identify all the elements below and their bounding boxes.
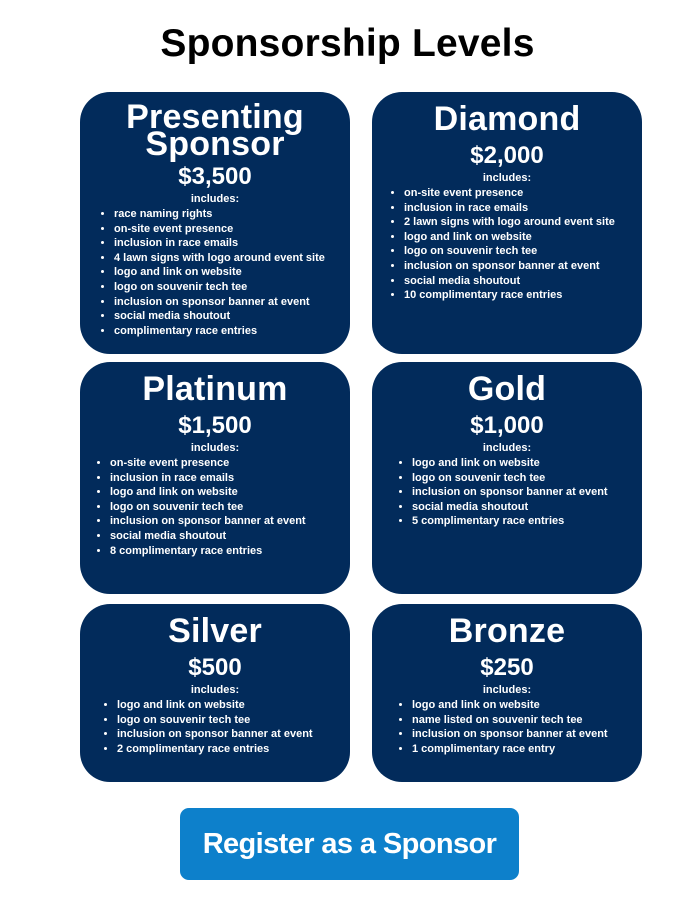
benefit-item: • logo and link on website <box>114 265 350 280</box>
benefit-item: • logo on souvenir tech tee <box>110 500 350 515</box>
includes-label: includes: <box>482 442 532 454</box>
benefit-item: • 1 complimentary race entry <box>412 742 642 757</box>
benefit-item: • inclusion on sponsor banner at event <box>412 727 642 742</box>
includes-label: includes: <box>190 442 240 454</box>
level-price: $3,500 <box>178 163 252 190</box>
level-name: Diamond <box>433 100 581 138</box>
benefit-item: • logo and link on website <box>110 485 350 500</box>
benefit-item: • logo on souvenir tech tee <box>117 713 350 728</box>
benefit-list <box>372 456 642 529</box>
includes-label: includes: <box>482 172 532 184</box>
level-price: $1,000 <box>470 412 544 439</box>
includes-label: includes: <box>190 193 240 205</box>
sponsor-card-platinum <box>80 362 350 594</box>
sponsor-card-silver <box>80 604 350 782</box>
benefit-item: • inclusion on sponsor banner at event <box>404 259 642 274</box>
benefit-item: • social media shoutout <box>404 274 642 289</box>
benefit-item: • inclusion in race emails <box>404 201 642 216</box>
benefit-list <box>80 207 350 338</box>
benefit-item: • inclusion in race emails <box>110 471 350 486</box>
benefit-item: • logo and link on website <box>404 230 642 245</box>
level-name: Gold <box>467 370 547 408</box>
level-price: $2,000 <box>470 142 544 169</box>
sponsor-card-diamond <box>372 92 642 354</box>
benefit-item: • 10 complimentary race entries <box>404 288 642 303</box>
benefit-item: • logo and link on website <box>117 698 350 713</box>
register-sponsor-button[interactable]: Register as a Sponsor <box>180 808 519 880</box>
benefit-item: • inclusion in race emails <box>114 236 350 251</box>
benefit-item: • social media shoutout <box>412 500 642 515</box>
benefit-item: • on-site event presence <box>110 456 350 471</box>
benefit-item: • 5 complimentary race entries <box>412 514 642 529</box>
benefit-item: • logo on souvenir tech tee <box>114 280 350 295</box>
benefit-item: • on-site event presence <box>404 186 642 201</box>
benefit-item: • on-site event presence <box>114 222 350 237</box>
benefit-item: • 2 complimentary race entries <box>117 742 350 757</box>
benefit-list <box>372 186 642 303</box>
benefit-item: • name listed on souvenir tech tee <box>412 713 642 728</box>
level-price: $1,500 <box>178 412 252 439</box>
benefit-item: • inclusion on sponsor banner at event <box>117 727 350 742</box>
level-price: $250 <box>480 654 534 681</box>
benefit-list <box>80 698 350 756</box>
level-name: Platinum <box>142 370 288 408</box>
benefit-item: • logo on souvenir tech tee <box>412 471 642 486</box>
benefit-item: • 8 complimentary race entries <box>110 544 350 559</box>
benefit-item: • logo and link on website <box>412 698 642 713</box>
includes-label: includes: <box>190 684 240 696</box>
page-title: Sponsorship Levels <box>160 22 535 65</box>
benefit-item: • inclusion on sponsor banner at event <box>114 295 350 310</box>
sponsor-card-presenting <box>80 92 350 354</box>
level-name: Silver <box>168 612 262 650</box>
benefit-item: • inclusion on sponsor banner at event <box>110 514 350 529</box>
benefit-item: • logo on souvenir tech tee <box>404 244 642 259</box>
benefit-item: • 2 lawn signs with logo around event site <box>404 215 642 230</box>
sponsor-card-gold <box>372 362 642 594</box>
level-name: Bronze <box>448 612 566 650</box>
benefit-item: • complimentary race entries <box>114 324 350 339</box>
benefit-item: • 4 lawn signs with logo around event site <box>114 251 350 266</box>
benefit-item: • social media shoutout <box>114 309 350 324</box>
benefit-item: • logo and link on website <box>412 456 642 471</box>
sponsor-card-bronze <box>372 604 642 782</box>
includes-label: includes: <box>482 684 532 696</box>
level-price: $500 <box>188 654 242 681</box>
benefit-item: • race naming rights <box>114 207 350 222</box>
benefit-item: • inclusion on sponsor banner at event <box>412 485 642 500</box>
benefit-list <box>372 698 642 756</box>
benefit-list <box>80 456 350 558</box>
level-name: Presenting Sponsor <box>126 98 304 163</box>
benefit-item: • social media shoutout <box>110 529 350 544</box>
